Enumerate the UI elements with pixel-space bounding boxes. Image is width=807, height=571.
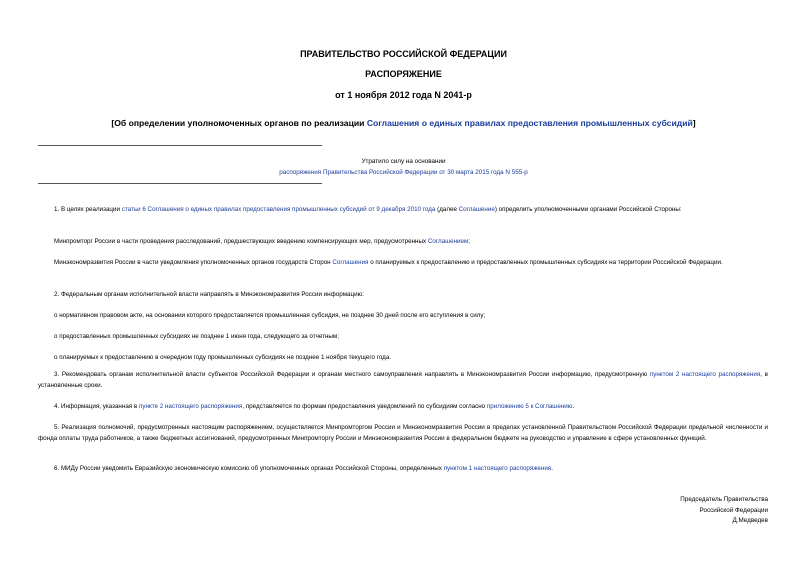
repealing-order-link[interactable]: распоряжения Правительства Российской Федерации от 30 марта 2015 года N 555-р xyxy=(279,169,528,176)
paragraph-text: Минпромторг России в части проведения расследований, предшествующих введению компенсирующих мер, предусмотренных xyxy=(54,238,428,245)
agreement-link[interactable]: Соглашения xyxy=(332,259,369,266)
signature-position: Председатель Правительства xyxy=(680,496,768,503)
paragraph-11 xyxy=(38,464,768,475)
point-1-link[interactable]: пунктом 1 настоящего распоряжения xyxy=(443,465,552,472)
article-6-link[interactable]: статьи 6 Соглашения о единых правилах предоставления промышленных субсидий от 9 декабря 2010 года xyxy=(121,206,436,213)
agreement-link[interactable]: Соглашение xyxy=(458,206,495,213)
paragraph-text: . xyxy=(551,465,553,472)
document-type-heading: РАСПОРЯЖЕНИЕ xyxy=(365,69,442,79)
issuer-heading: ПРАВИТЕЛЬСТВО РОССИЙСКОЙ ФЕДЕРАЦИИ xyxy=(300,49,507,59)
paragraph-text: 3. Рекомендовать органам исполнительной власти субъектов Российской Федерации и органам местного самоуправления направлять в Минэкономразвития России информацию, предусмотренную xyxy=(54,371,650,378)
appendix-5-link[interactable]: приложению 5 к Соглашению xyxy=(486,403,573,410)
paragraph-text: . xyxy=(572,403,575,410)
paragraph-6: о предоставленных промышленных субсидиях не позднее 1 июня года, следующего за отчетным; xyxy=(54,333,339,340)
paragraph-text: (далее xyxy=(435,206,459,213)
signature-organization: Российской Федерации xyxy=(699,506,768,514)
paragraph-4: 2. Федеральным органам исполнительной власти направлять в Минэкономразвития России информацию: xyxy=(54,291,364,298)
document-date-number: от 1 ноября 2012 года N 2041-р xyxy=(335,90,472,100)
lost-force-label: Утратило силу на основании xyxy=(361,158,446,165)
title-suffix: ] xyxy=(692,118,696,128)
paragraph-1 xyxy=(38,205,768,216)
paragraph-5: о нормативном правовом акте, на основании которого предоставляется промышленная субсидия, не позднее 30 дней после его вступления в силу; xyxy=(54,312,486,319)
paragraph-text: о планируемых к предоставлению и предоставленных промышленных субсидиях на территории Российской Федерации. xyxy=(368,259,723,266)
point-2-link[interactable]: пунктом 2 настоящего распоряжения xyxy=(649,371,761,378)
paragraph-text: 1. В целях реализации xyxy=(54,206,122,213)
divider-bottom xyxy=(38,183,322,184)
paragraph-text: 6. МИДу России уведомить Евразийскую экономическую комиссию об уполномоченных органах Российской Стороны, определенных xyxy=(54,465,444,472)
lost-force-reference xyxy=(0,169,807,176)
agreement-title-link[interactable]: Соглашения о единых правилах предоставления промышленных субсидий xyxy=(366,118,693,128)
paragraph-text: 4. Информация, указанная в xyxy=(54,403,139,410)
document-title xyxy=(0,118,807,128)
paragraph-text: Минэкономразвития России в части уведомления уполномоченных органов государств Сторон xyxy=(54,259,333,266)
paragraph-text: , в установленные сроки. xyxy=(38,371,769,389)
paragraph-8 xyxy=(38,370,768,391)
paragraph-3 xyxy=(38,258,768,269)
paragraph-text: , представляется по формам предоставления уведомлений по субсидиям согласно xyxy=(242,403,487,410)
paragraph-2 xyxy=(38,237,768,248)
paragraph-10: 5. Реализация полномочий, предусмотренных настоящим распоряжением, осуществляется Минпромторгом России и Минэкономразвития России в пределах установленной Правительством Российской Федерации предельной численности и фонда оплаты труда работников, а также бюджетных ассигнований, предусмотренных Минпромторгу России и Минэкономразвития России в федеральном бюджете на руководство и управление в сфере установленных функций. xyxy=(38,424,768,442)
divider-top xyxy=(38,145,322,146)
paragraph-7: о планируемых к предоставлению в очередном году промышленных субсидиях не позднее 1 ноября текущего года. xyxy=(54,354,392,361)
title-prefix: [Об определении уполномоченных органов по реализации xyxy=(111,118,367,128)
signature-name: Д.Медведев xyxy=(732,517,768,525)
agreement-link[interactable]: Соглашением xyxy=(427,238,469,245)
paragraph-text: ; xyxy=(468,238,471,245)
paragraph-9 xyxy=(38,402,768,413)
paragraph-text: ) определить уполномоченными органами Российской Стороны: xyxy=(494,206,682,213)
signature-block xyxy=(680,495,768,527)
point-2-link[interactable]: пункте 2 настоящего распоряжения xyxy=(139,403,243,410)
